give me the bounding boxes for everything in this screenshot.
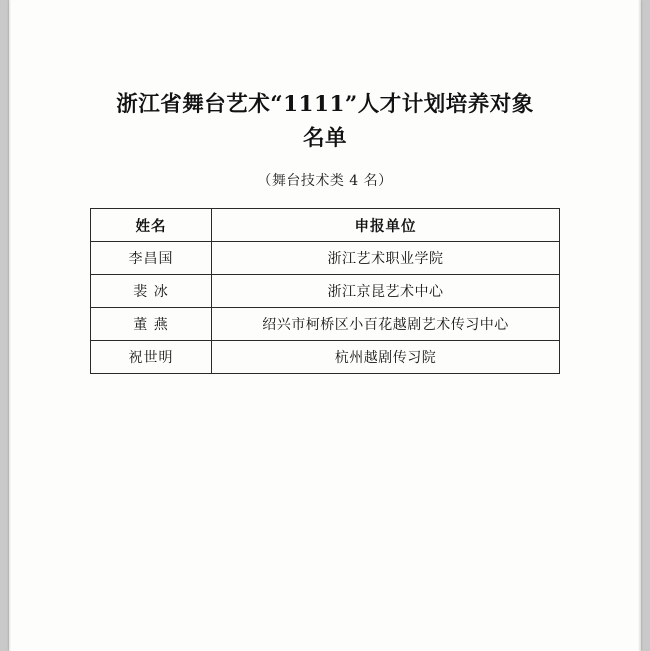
cell-unit: 浙江艺术职业学院 — [212, 242, 560, 275]
cell-unit: 绍兴市柯桥区小百花越剧艺术传习中心 — [212, 308, 560, 341]
cell-unit: 杭州越剧传习院 — [212, 341, 560, 374]
cell-name: 李昌国 — [91, 242, 212, 275]
document-subtitle: （舞台技术类 4 名） — [257, 173, 393, 189]
document-page — [9, 0, 641, 651]
cell-name: 裴 冰 — [91, 275, 212, 308]
table-header-row — [91, 209, 560, 242]
cell-unit: 浙江京昆艺术中心 — [212, 275, 560, 308]
cell-name: 董 燕 — [91, 308, 212, 341]
name-list-table — [90, 208, 560, 374]
table-row — [91, 308, 560, 341]
cell-name: 祝世明 — [91, 341, 212, 374]
table-row — [91, 275, 560, 308]
page-title-line1: 浙江省舞台艺术“1111”人才计划培养对象 — [116, 92, 534, 117]
page-title — [9, 0, 641, 156]
table-row — [91, 242, 560, 275]
table-header-unit: 申报单位 — [212, 209, 560, 242]
table-header-name: 姓名 — [91, 209, 212, 242]
name-list-table-wrapper — [90, 208, 560, 374]
page-title-line2: 名单 — [302, 126, 347, 151]
table-row — [91, 341, 560, 374]
